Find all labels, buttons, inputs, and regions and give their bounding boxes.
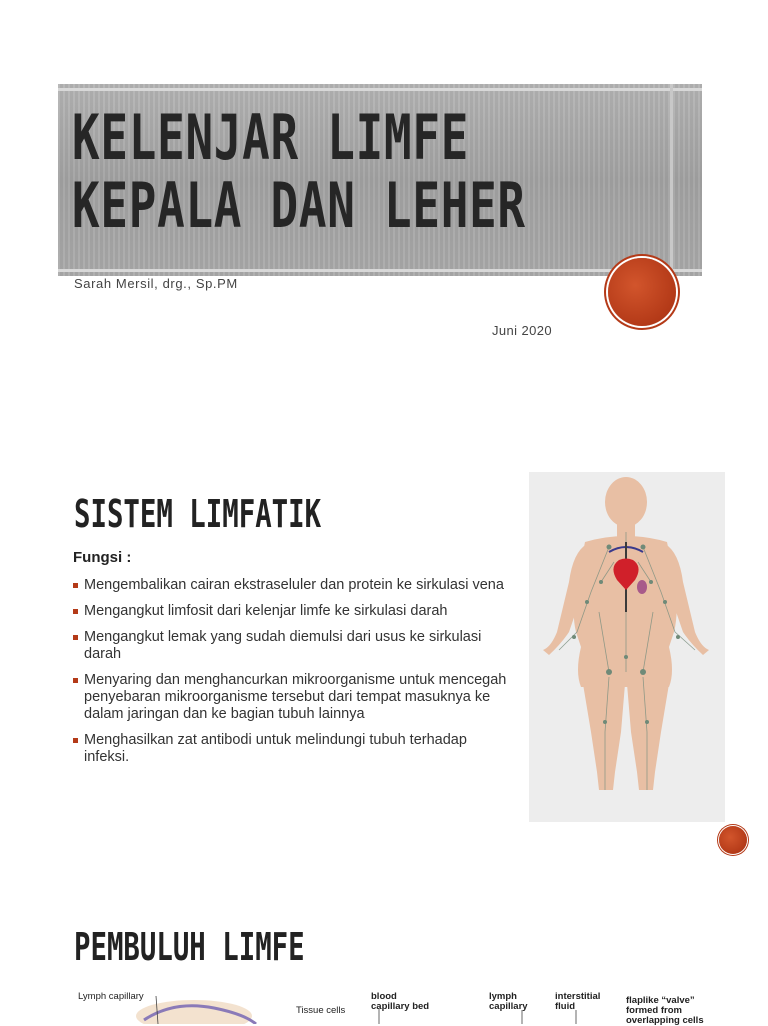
section-title-sistem-limfatik: SISTEM LIMFATIK [74,492,322,536]
author-name: Sarah Mersil, drg., Sp.PM [74,276,238,291]
list-item: Mengembalikan cairan ekstraseluler dan protein ke sirkulasi vena [73,577,513,594]
slide-title-line-1: KELENJAR LIMFE [72,101,470,174]
function-list [73,577,513,775]
decorative-circle-icon [608,258,676,326]
lymph-vessel-diagram [74,986,754,1024]
slide-title [72,101,526,242]
section-subtitle: Fungsi : [73,549,132,566]
decorative-circle-icon [719,826,747,854]
label-lymph-capillary-small: lymph capillary [489,991,528,1012]
label-lymph-capillary: Lymph capillary [78,991,144,1002]
label-blood-capillary-bed: blood capillary bed [371,991,430,1012]
list-item: Mengangkut lemak yang sudah diemulsi dari usus ke sirkulasi darah [73,629,513,663]
title-band-top-stripe [58,88,702,91]
label-interstitial-fluid: interstitial fluid [555,991,601,1012]
lymphatic-system-figure [529,472,725,822]
label-tissue-cells: Tissue cells [296,1005,346,1016]
title-band-divider [670,84,673,276]
slide-title-line-2: KEPALA DAN LEHER [72,169,526,242]
label-valve: flaplike “valve” formed from overlapping cells [626,995,704,1026]
presentation-date: Juni 2020 [492,323,552,338]
title-band-bottom-stripe [58,269,702,272]
list-item: Menghasilkan zat antibodi untuk melindungi tubuh terhadap infeksi. [73,732,513,766]
list-item: Mengangkut limfosit dari kelenjar limfe ke sirkulasi darah [73,603,513,620]
section-title-pembuluh-limfe: PEMBULUH LIMFE [74,925,305,969]
list-item: Menyaring dan menghancurkan mikroorganisme untuk mencegah penyebaran mikroorganisme tersebut dari tempat masuknya ke dalam jaringan dan ke bagian tubuh lainnya [73,672,513,723]
human-body-illustration [529,472,725,822]
